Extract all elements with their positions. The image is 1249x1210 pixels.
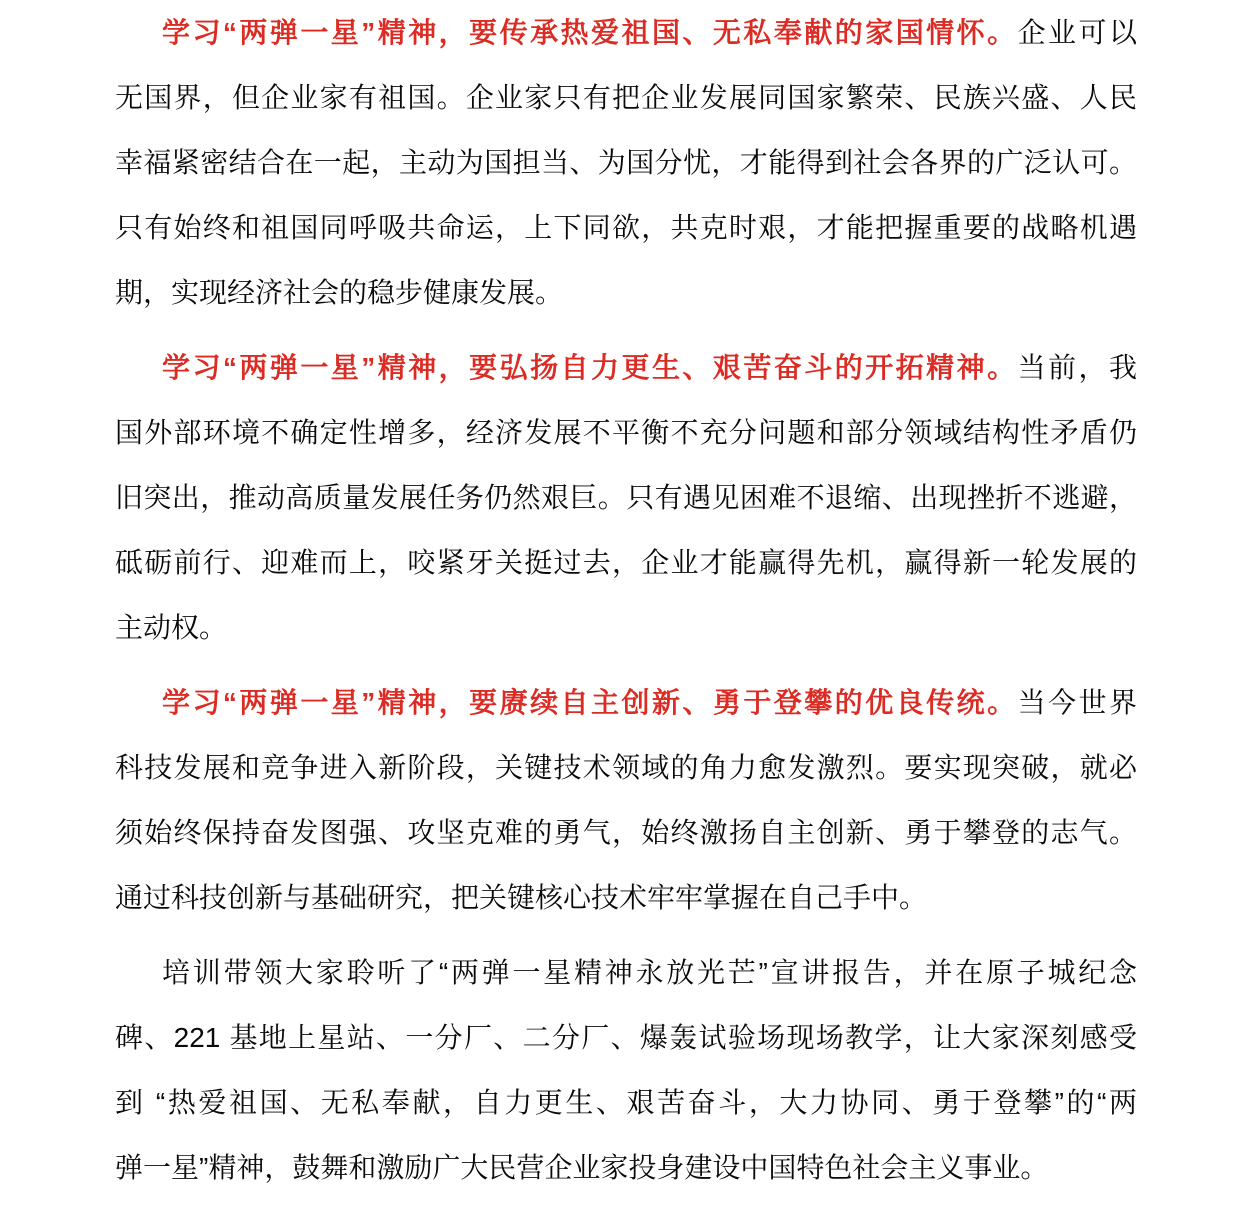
text-line: [115, 670, 1137, 735]
text-line: 培训带领大家聆听了“两弹一星精神永放光芒”宣讲报告，并在原子城纪念: [162, 957, 1137, 988]
text-line: 旧突出，推动高质量发展任务仍然艰巨。只有遇见困难不退缩、出现挫折不逃避，: [115, 482, 1137, 513]
text-line: 幸福紧密结合在一起，主动为国担当、为国分忧，才能得到社会各界的广泛认可。: [115, 147, 1137, 178]
lead-sentence-red: 学习“两弹一星”精神，要传承热爱祖国、无私奉献的家国情怀。: [162, 17, 1018, 48]
lead-sentence-red: 学习“两弹一星”精神，要弘扬自力更生、艰苦奋斗的开拓精神。: [162, 352, 1018, 383]
text-line: 科技发展和竞争进入新阶段，关键技术领域的角力愈发激烈。要实现突破，就必: [115, 752, 1137, 783]
body-text: 当前，我: [1017, 352, 1137, 383]
body-text: 企业可以: [1017, 17, 1137, 48]
text-line: 期，实现经济社会的稳步健康发展。: [115, 277, 564, 308]
text-line: 砥砺前行、迎难而上，咬紧牙关挺过去，企业才能赢得先机，赢得新一轮发展的: [115, 547, 1137, 578]
text-line: 到 “热爱祖国、无私奉献，自力更生、艰苦奋斗，大力协同、勇于登攀”的“两: [115, 1087, 1137, 1118]
text-line: [115, 0, 1137, 65]
text-line: 通过科技创新与基础研究，把关键核心技术牢牢掌握在自己手中。: [115, 882, 928, 913]
text-line: [115, 335, 1137, 400]
text-line: 主动权。: [115, 612, 228, 643]
text-line: 只有始终和祖国同呼吸共命运，上下同欲，共克时艰，才能把握重要的战略机遇: [115, 212, 1137, 243]
text-line: 无国界，但企业家有祖国。企业家只有把企业发展同国家繁荣、民族兴盛、人民: [115, 82, 1137, 113]
text-line: 国外部环境不确定性增多，经济发展不平衡不充分问题和部分领域结构性矛盾仍: [115, 417, 1137, 448]
text-line: 碑、221 基地上星站、一分厂、二分厂、爆轰试验场现场教学，让大家深刻感受: [115, 1022, 1137, 1053]
paragraph-patriotism: [115, 0, 1137, 325]
paragraph-training-summary: [115, 940, 1137, 1200]
text-line: 弹一星”精神，鼓舞和激励广大民营企业家投身建设中国特色社会主义事业。: [115, 1152, 1049, 1183]
paragraph-innovation: [115, 670, 1137, 930]
paragraph-self-reliance: [115, 335, 1137, 660]
lead-sentence-red: 学习“两弹一星”精神，要赓续自主创新、勇于登攀的优良传统。: [162, 687, 1018, 718]
document-page: [115, 0, 1137, 1210]
body-text: 当今世界: [1017, 687, 1137, 718]
text-line: 须始终保持奋发图强、攻坚克难的勇气，始终激扬自主创新、勇于攀登的志气。: [115, 817, 1137, 848]
